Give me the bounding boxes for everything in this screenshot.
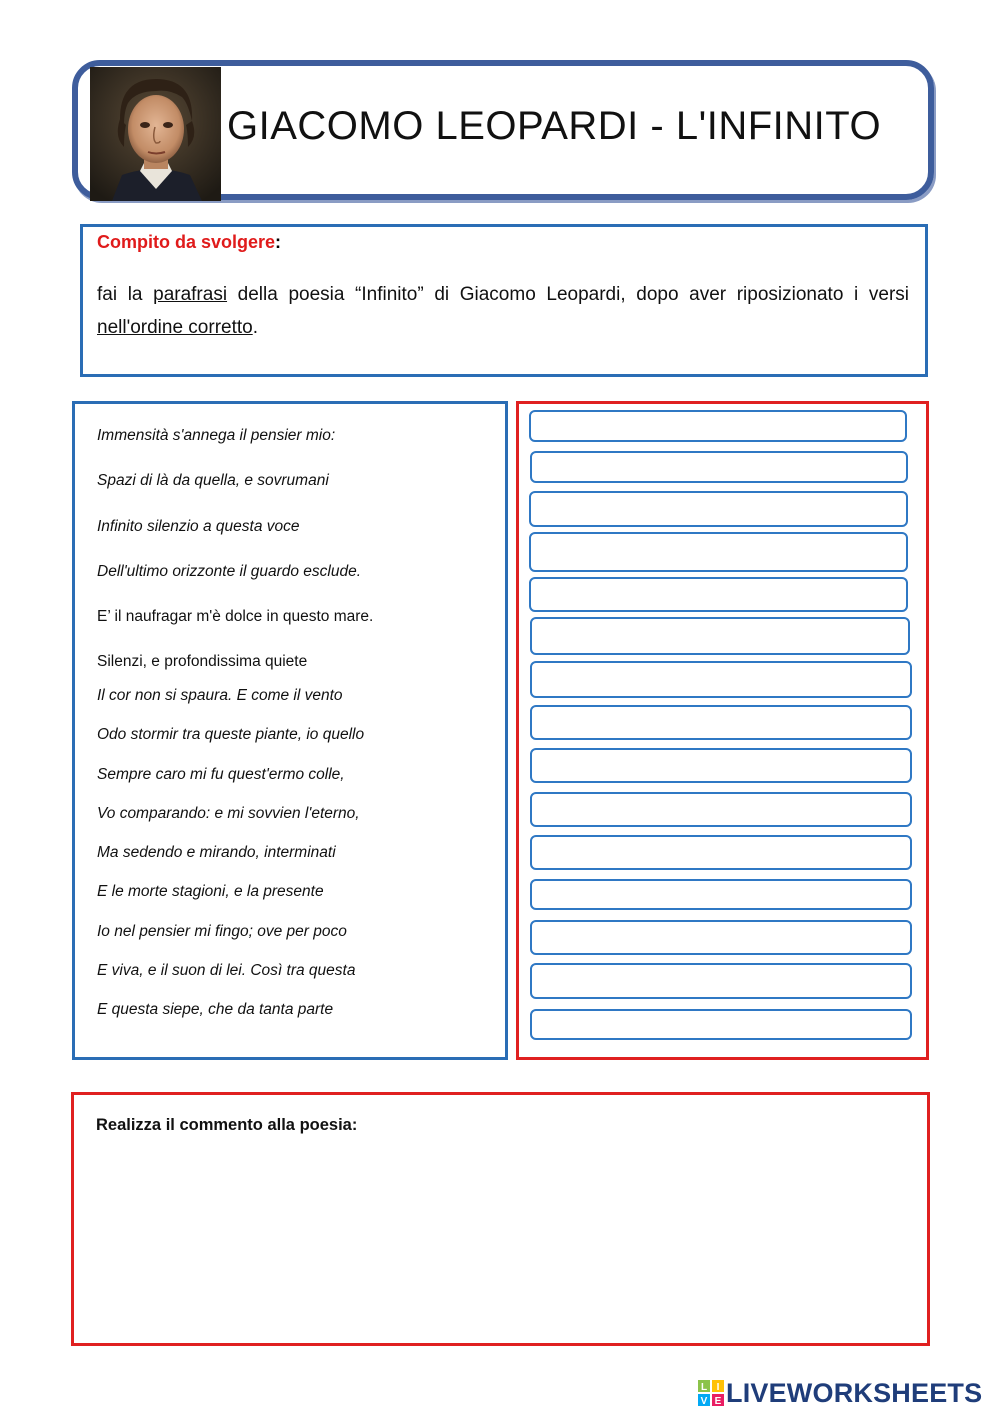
answer-drop-slot[interactable] <box>529 532 908 572</box>
verse-item[interactable]: E’ il naufragar m'è dolce in questo mare. <box>97 608 374 625</box>
verse-item[interactable]: Dell'ultimo orizzonte il guardo esclude. <box>97 563 362 580</box>
task-heading: Compito da svolgere: <box>97 232 282 252</box>
verse-item[interactable]: Immensità s'annega il pensier mio: <box>97 427 336 444</box>
page-title: GIACOMO LEOPARDI - L'INFINITO <box>227 104 882 148</box>
answer-drop-slot[interactable] <box>530 1009 912 1040</box>
verse-item[interactable]: Silenzi, e profondissima quiete <box>97 653 308 670</box>
svg-text:I: I <box>716 1382 720 1393</box>
svg-text:E: E <box>714 1396 722 1406</box>
answer-drop-slot[interactable] <box>529 577 908 612</box>
comment-label: Realizza il commento alla poesia: <box>96 1116 358 1134</box>
svg-text:L: L <box>700 1382 708 1393</box>
verse-item[interactable]: E viva, e il suon di lei. Così tra questa <box>97 962 356 979</box>
answer-drop-slot[interactable] <box>529 410 907 442</box>
answer-drop-slot[interactable] <box>530 705 912 740</box>
answer-drop-slot[interactable] <box>530 920 912 955</box>
liveworksheets-logo <box>698 1376 982 1410</box>
answer-drop-slot[interactable] <box>530 835 912 870</box>
verse-item[interactable]: Spazi di là da quella, e sovrumani <box>97 472 329 489</box>
answer-drop-slot[interactable] <box>530 963 912 999</box>
verse-item[interactable]: Odo stormir tra queste piante, io quello <box>97 726 365 743</box>
verse-item[interactable]: Il cor non si spaura. E come il vento <box>97 687 343 704</box>
verse-item[interactable]: Infinito silenzio a questa voce <box>97 518 300 535</box>
ordine-underline: nell'ordine corretto <box>97 317 253 338</box>
answer-drop-slot[interactable] <box>530 617 910 655</box>
leopardi-portrait <box>90 67 221 201</box>
verse-item[interactable]: E le morte stagioni, e la presente <box>97 883 324 900</box>
answer-drop-slot[interactable] <box>529 491 908 527</box>
parafrasi-underline: parafrasi <box>153 284 228 305</box>
verse-item[interactable]: E questa siepe, che da tanta parte <box>97 1001 334 1018</box>
liveworksheets-logo-icon <box>698 1380 724 1406</box>
answer-drop-slot[interactable] <box>530 792 912 827</box>
answer-drop-slot[interactable] <box>530 879 912 910</box>
task-instructions: fai la parafrasi della poesia “Infinito” di Giacomo Leopardi, dopo aver riposizionato i versi nell'ordine corretto. <box>97 284 909 338</box>
liveworksheets-logo-text: LIVEWORKSHEETS <box>726 1377 983 1408</box>
svg-text:V: V <box>700 1396 708 1406</box>
verse-item[interactable]: Sempre caro mi fu quest'ermo colle, <box>97 766 345 783</box>
answer-drop-slot[interactable] <box>530 748 912 783</box>
answer-drop-slot[interactable] <box>530 451 908 483</box>
verse-item[interactable]: Vo comparando: e mi sovvien l'eterno, <box>97 805 360 822</box>
answer-drop-slot[interactable] <box>530 661 912 698</box>
verse-item[interactable]: Ma sedendo e mirando, interminati <box>97 844 336 861</box>
verse-item[interactable]: Io nel pensier mi fingo; ove per poco <box>97 923 347 940</box>
